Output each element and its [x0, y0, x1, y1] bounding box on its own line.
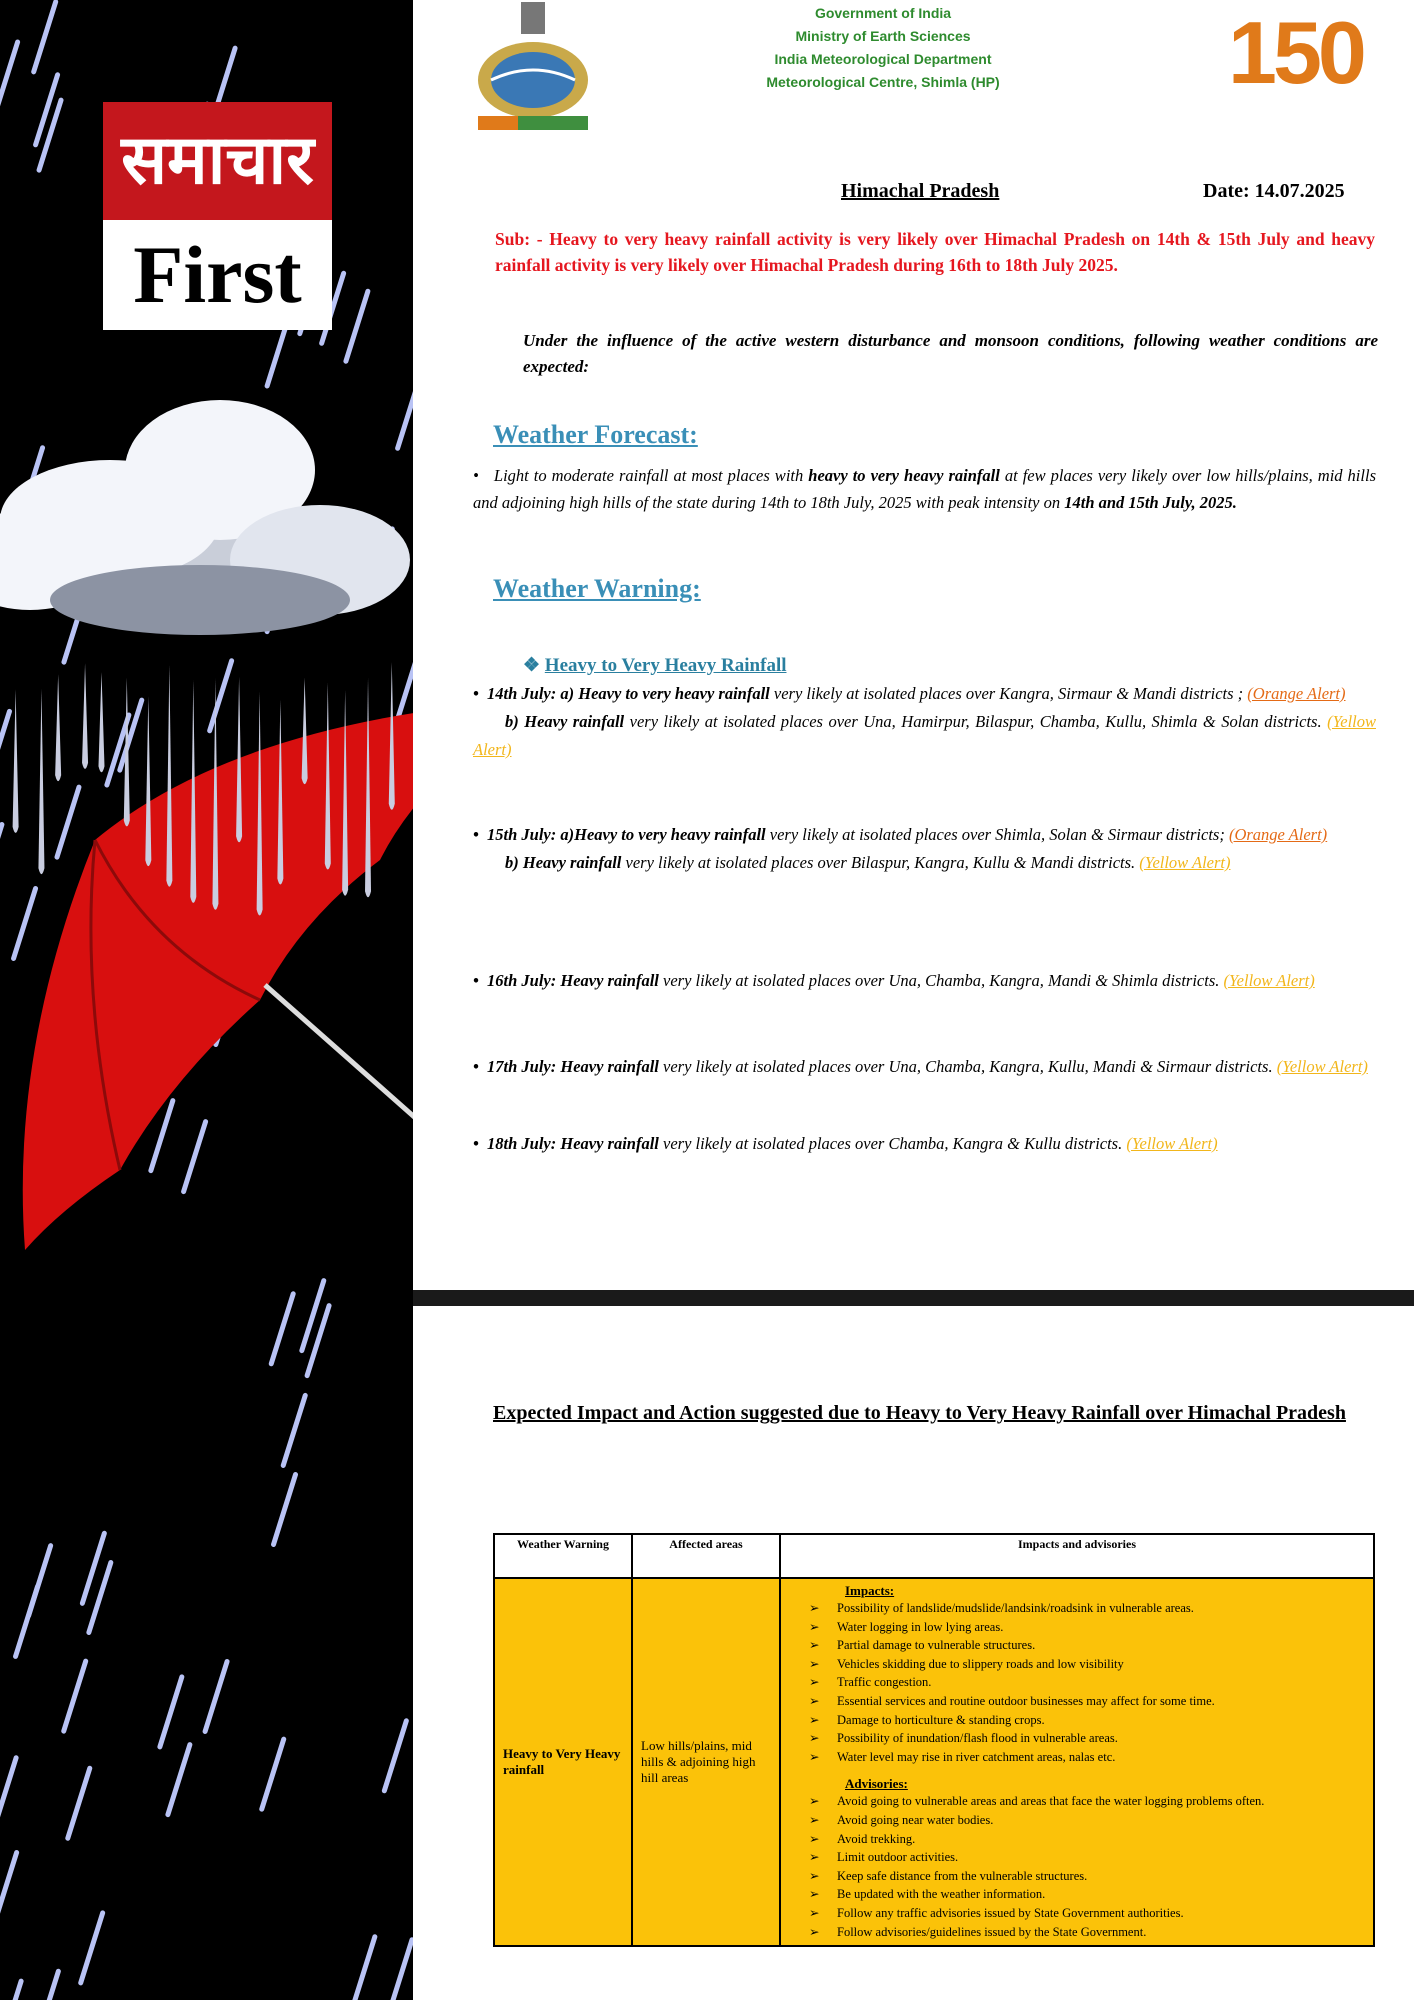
forecast-bold: heavy to very heavy rainfall [808, 466, 1000, 485]
subject-text: Sub: - Heavy to very heavy rainfall activity is very likely over Himachal Pradesh on 14th & 15th July and heavy rainfall activity is very likely over Himachal Pradesh during 16th to 18th July 2025. [495, 229, 1375, 275]
orange-alert-badge: (Orange Alert) [1228, 825, 1328, 844]
warning-text: very likely at isolated places over Una, Chamba, Kangra, Kullu, Mandi & Sirmaur districts. [658, 1057, 1277, 1076]
yellow-alert-badge: (Yellow Alert) [1126, 1134, 1218, 1153]
warning-text: very likely at isolated places over Bilaspur, Kangra, Kullu & Mandi districts. [621, 853, 1140, 872]
imd-150-badge [1228, 5, 1373, 130]
table-header: Affected areas [632, 1534, 780, 1578]
impact-item: ➢ Partial damage to vulnerable structures. [809, 1636, 1363, 1655]
impact-item: ➢ Vehicles skidding due to slippery roads and low visibility [809, 1655, 1363, 1674]
forecast-heading: Weather Forecast: [493, 420, 698, 449]
table-header: Impacts and advisories [780, 1534, 1374, 1578]
cloud-icon [0, 400, 410, 635]
table-header: Weather Warning [494, 1534, 632, 1578]
warning-text: very likely at isolated places over Chamba, Kangra & Kullu districts. [658, 1134, 1127, 1153]
warning-cell: Heavy to Very Heavy rainfall [494, 1578, 632, 1946]
impacts-label: Impacts: [845, 1583, 895, 1598]
advisory-item: ➢ Keep safe distance from the vulnerable structures. [809, 1867, 1363, 1886]
warning-text: very likely at isolated places over Kangra, Sirmaur & Mandi districts ; [769, 684, 1248, 703]
warning-item: • 16th July: Heavy rainfall very likely at isolated places over Una, Chamba, Kangra, Mandi & Shimla districts. (Yellow Alert) [473, 971, 1315, 990]
ministry-line: Meteorological Centre, Shimla (HP) [766, 74, 1000, 90]
impact-table [493, 1533, 1375, 1947]
rain-umbrella-illustration [0, 0, 413, 2000]
impact-item: ➢ Possibility of landslide/mudslide/landsink/roadsink in vulnerable areas. [809, 1599, 1363, 1618]
page-divider [413, 1290, 1414, 1306]
impact-item: ➢ Traffic congestion. [809, 1673, 1363, 1692]
warning-day: 18th July: Heavy rainfall [487, 1134, 659, 1153]
logo-english-text: First [103, 220, 332, 330]
table-row [494, 1578, 1374, 1946]
impacts-list [809, 1599, 1363, 1766]
warning-text: very likely at isolated places over Una, Chamba, Kangra, Mandi & Shimla districts. [658, 971, 1224, 990]
imd-emblem-icon [473, 0, 593, 135]
bulletin-date: Date: 14.07.2025 [1203, 180, 1345, 202]
advisory-item: ➢ Avoid going near water bodies. [809, 1811, 1363, 1830]
logo-hindi-text: समाचार [103, 102, 332, 220]
warning-subheading [523, 654, 787, 677]
advisory-item: ➢ Follow advisories/guidelines issued by the State Government. [809, 1923, 1363, 1942]
badge-number: 150 [1228, 3, 1363, 102]
advisory-item: ➢ Follow any traffic advisories issued by State Government authorities. [809, 1904, 1363, 1923]
table-header-row [494, 1534, 1374, 1578]
forecast-text: at few places very likely over low hills/plains, mid hills and adjoining high hills of the state during 14th to 18th July, 2025 with peak intensity on [473, 466, 1376, 512]
advisory-item: ➢ Avoid going to vulnerable areas and areas that face the water logging problems often. [809, 1792, 1363, 1811]
warning-heading: Weather Warning: [493, 574, 701, 603]
diamond-bullet-icon: ❖ [523, 655, 545, 676]
yellow-alert-badge: (Yellow Alert) [473, 712, 1376, 759]
warning-day: b) Heavy rainfall [505, 712, 625, 731]
impact-item: ➢ Water level may rise in river catchment areas, nalas etc. [809, 1748, 1363, 1767]
ministry-line: Ministry of Earth Sciences [795, 28, 971, 44]
yellow-alert-badge: (Yellow Alert) [1276, 1057, 1368, 1076]
imd-bulletin-document [413, 0, 1414, 2000]
state-title: Himachal Pradesh [841, 180, 1000, 202]
forecast-paragraph [473, 462, 1376, 516]
advisories-label: Advisories: [845, 1776, 908, 1792]
warning-text: very likely at isolated places over Shimla, Solan & Sirmaur districts; [765, 825, 1229, 844]
ministry-line: India Meteorological Department [774, 51, 992, 67]
advisory-item: ➢ Limit outdoor activities. [809, 1848, 1363, 1867]
warning-item: • 14th July: a) Heavy to very heavy rainfall very likely at isolated places over Kangra, Sirmaur & Mandi districts ; (Orange Alert) b) Heavy rainfall very likely at isolated places over Una, Hamirpur, Bilaspur, Chamba, Kullu, Shimla & Solan districts. (Yellow Alert) [473, 684, 1376, 759]
warning-day: 15th July: a)Heavy to very heavy rainfall [487, 825, 766, 844]
warning-text: very likely at isolated places over Una, Hamirpur, Bilaspur, Chamba, Kullu, Shimla & Solan districts. [624, 712, 1328, 731]
intro-text: Under the influence of the active western disturbance and monsoon conditions, following weather conditions are expected: [523, 331, 1378, 376]
impact-item: ➢ Possibility of inundation/flash flood in vulnerable areas. [809, 1729, 1363, 1748]
yellow-alert-badge: (Yellow Alert) [1223, 971, 1315, 990]
forecast-bold: 14th and 15th July, 2025. [1064, 493, 1237, 512]
warning-day: b) Heavy rainfall [505, 853, 622, 872]
ministry-line: Government of India [814, 5, 952, 21]
samachar-first-logo [103, 102, 332, 330]
warning-item: • 15th July: a)Heavy to very heavy rainfall very likely at isolated places over Shimla, Solan & Sirmaur districts; (Orange Alert) b) Heavy rainfall very likely at isolated places over Bilaspur, Kangra, Kullu & Mandi districts. (Yellow Alert) [473, 825, 1328, 872]
impact-item: ➢ Damage to horticulture & standing crops. [809, 1711, 1363, 1730]
impacts-cell [780, 1578, 1374, 1946]
advisories-list [809, 1792, 1363, 1941]
ministry-header [683, 2, 1083, 94]
forecast-text: Light to moderate rainfall at most places with [493, 466, 809, 485]
impact-item: ➢ Essential services and routine outdoor businesses may affect for some time. [809, 1692, 1363, 1711]
orange-alert-badge: (Orange Alert) [1247, 684, 1346, 703]
impact-heading: Expected Impact and Action suggested due to Heavy to Very Heavy Rainfall over Himachal Pradesh [493, 1402, 1346, 1424]
bullet-icon: • [473, 466, 494, 485]
warning-item: • 18th July: Heavy rainfall very likely at isolated places over Chamba, Kangra & Kullu districts. (Yellow Alert) [473, 1134, 1218, 1153]
areas-cell: Low hills/plains, mid hills & adjoining high hill areas [632, 1578, 780, 1946]
impact-item: ➢ Water logging in low lying areas. [809, 1618, 1363, 1637]
warning-day: 16th July: Heavy rainfall [487, 971, 659, 990]
warning-day: 17th July: Heavy rainfall [487, 1057, 659, 1076]
advisory-item: ➢ Be updated with the weather information. [809, 1885, 1363, 1904]
advisory-item: ➢ Avoid trekking. [809, 1830, 1363, 1849]
warning-item: • 17th July: Heavy rainfall very likely at isolated places over Una, Chamba, Kangra, Kullu, Mandi & Sirmaur districts. (Yellow Alert) [473, 1057, 1368, 1076]
warning-subheading-text: Heavy to Very Heavy Rainfall [544, 655, 787, 676]
yellow-alert-badge: (Yellow Alert) [1139, 853, 1231, 872]
warning-day: 14th July: a) Heavy to very heavy rainfall [487, 684, 770, 703]
